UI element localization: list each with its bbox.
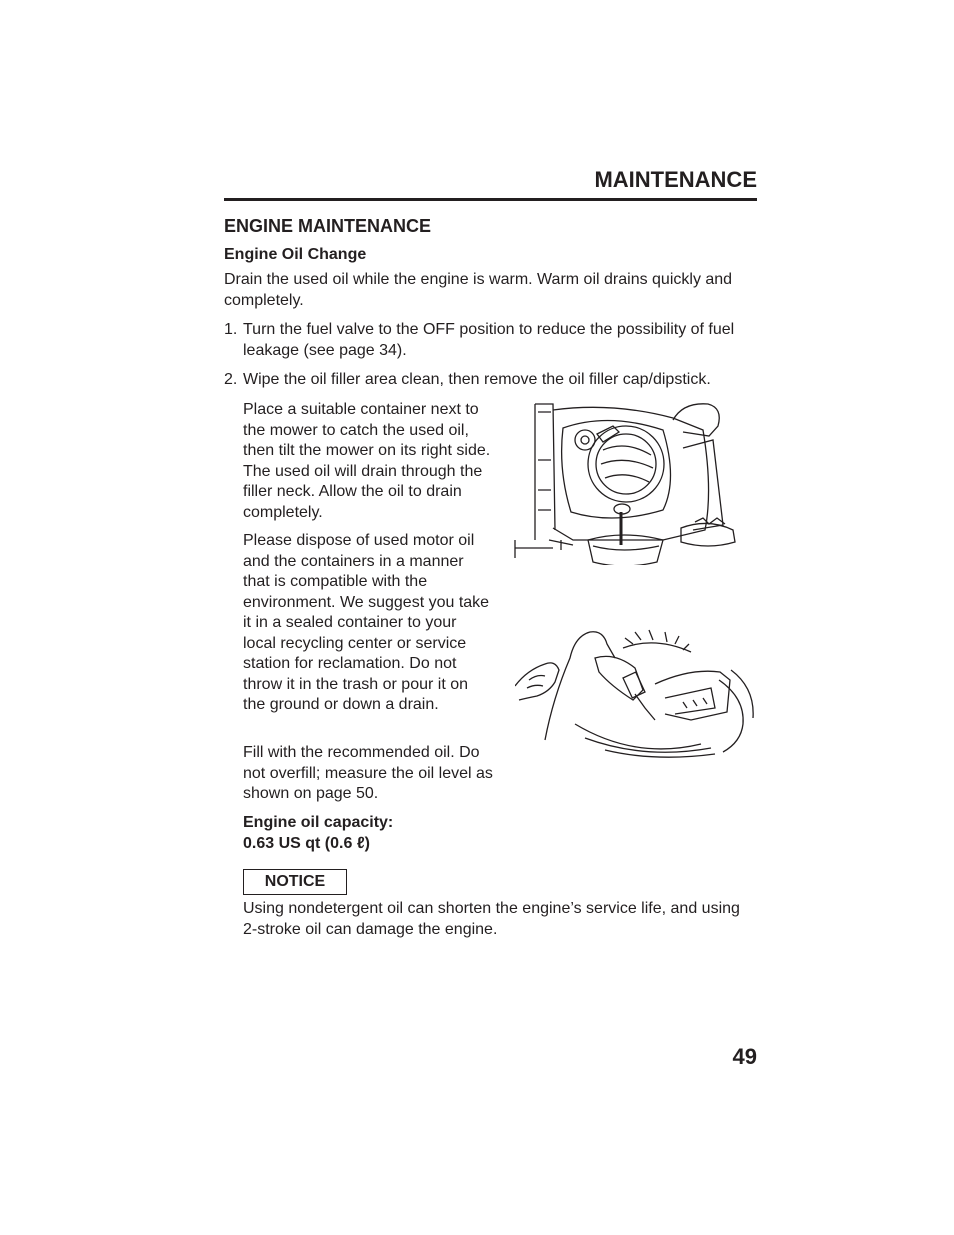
step-number: 2. bbox=[224, 371, 238, 388]
drain-instructions: Place a suitable container next to the mower to catch the used oil, then tilt the mower on its right side. The used oil will drain through the filler neck. Allow the oil to drain completely. bbox=[243, 401, 491, 521]
step-text: Wipe the oil filler area clean, then remove the oil filler cap/dipstick. bbox=[243, 371, 711, 388]
subsection-title: Engine Oil Change bbox=[224, 246, 367, 263]
step-number: 1. bbox=[224, 321, 238, 338]
step-text: Turn the fuel valve to the OFF position to reduce the possibility of fuel leakage (see page 34). bbox=[243, 321, 735, 359]
page-number: 49 bbox=[732, 1044, 757, 1069]
step-item bbox=[224, 320, 754, 361]
notice-badge: NOTICE bbox=[243, 869, 347, 895]
oil-capacity-label: Engine oil capacity: bbox=[243, 814, 394, 831]
step-item bbox=[224, 370, 764, 391]
oil-capacity bbox=[243, 813, 393, 854]
filler-cap-illustration bbox=[515, 628, 755, 758]
page-header-title: MAINTENANCE bbox=[594, 167, 757, 192]
disposal-instructions: Please dispose of used motor oil and the containers in a manner that is compatible with the environment. We suggest you take it in a sealed container to your local recycling center or service station for reclamation. Do not throw it in the trash or pour it on the ground or down a drain. bbox=[243, 532, 490, 713]
mower-draining-illustration bbox=[513, 400, 738, 565]
oil-capacity-value: 0.63 US qt (0.6 ℓ) bbox=[243, 834, 370, 852]
header-rule bbox=[224, 198, 757, 201]
fill-instructions: Fill with the recommended oil. Do not overfill; measure the oil level as shown on page 50. bbox=[243, 744, 493, 802]
section-title: ENGINE MAINTENANCE bbox=[224, 216, 432, 236]
intro-paragraph: Drain the used oil while the engine is warm. Warm oil drains quickly and completely. bbox=[224, 271, 733, 309]
notice-text: Using nondetergent oil can shorten the engine’s service life, and using 2-stroke oil can damage the engine. bbox=[243, 900, 740, 938]
